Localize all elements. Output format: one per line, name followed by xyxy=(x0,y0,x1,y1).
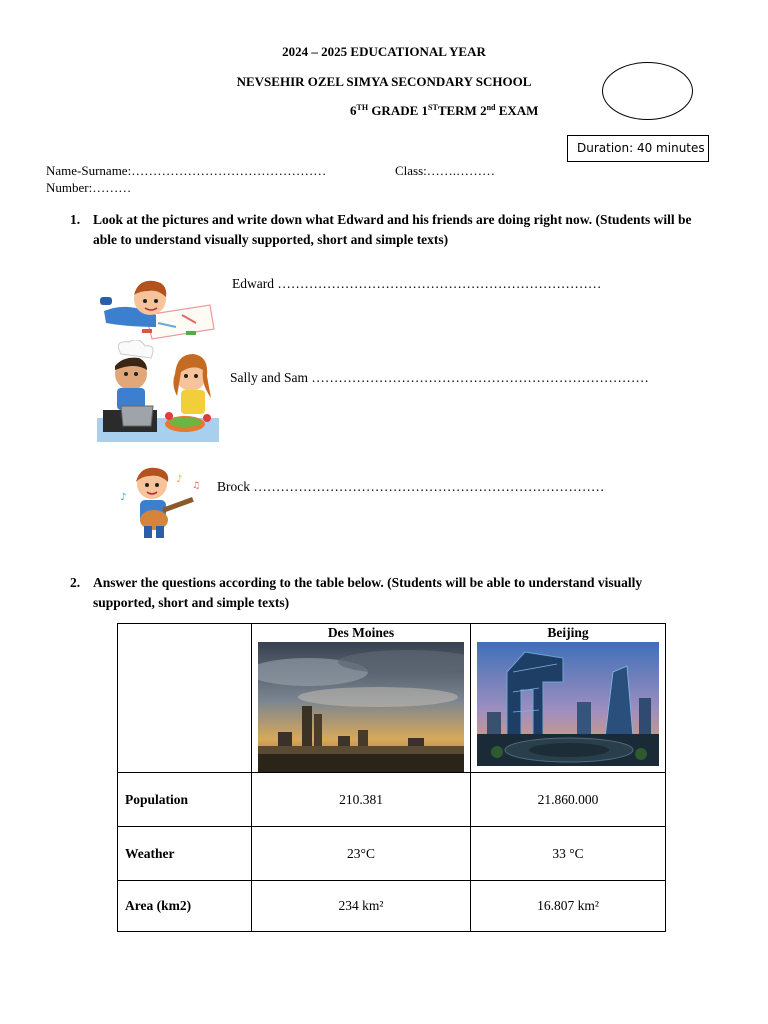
table-row xyxy=(118,881,666,932)
exam-exam-text: EXAM xyxy=(495,103,539,118)
des-moines-population: 210.381 xyxy=(252,773,471,827)
question-2-number: 2. xyxy=(70,575,81,590)
name-surname-field[interactable]: Name-Surname:……………………………………… xyxy=(46,163,327,178)
header-exam-title xyxy=(350,103,538,119)
number-field[interactable]: Number:……… xyxy=(46,180,132,195)
beijing-population: 21.860.000 xyxy=(471,773,666,827)
exam-term-text: TERM 2 xyxy=(437,103,487,118)
exam-term-sup: ST xyxy=(428,103,438,112)
svg-text:♫: ♫ xyxy=(192,481,201,491)
city-comparison-table xyxy=(117,623,666,932)
des-moines-heading: Des Moines xyxy=(327,625,395,640)
exam-grade-num: 6 xyxy=(350,103,357,118)
svg-text:♪: ♪ xyxy=(176,474,183,485)
exam-grade-sup: TH xyxy=(356,103,369,112)
question-1-text: Look at the pictures and write down what Edward and his friends are doing right now. (Students will be able to understand visually supported, short and simple texts) xyxy=(93,212,692,247)
des-moines-weather: 23°C xyxy=(252,827,471,881)
table-row xyxy=(118,827,666,881)
beijing-heading: Beijing xyxy=(547,625,589,640)
des-moines-photo xyxy=(258,642,464,772)
brock-guitar-image xyxy=(114,460,206,542)
header-year: 2024 – 2025 EDUCATIONAL YEAR xyxy=(282,44,486,59)
row-label-area: Area (km2) xyxy=(118,881,252,932)
column-des-moines xyxy=(252,624,471,773)
table-header-row xyxy=(118,624,666,773)
beijing-weather: 33 °C xyxy=(471,827,666,881)
svg-text:♪: ♪ xyxy=(120,492,127,503)
question-2-text: Answer the questions according to the table below. (Students will be able to understand visually supported, short and simple texts) xyxy=(93,575,643,610)
brock-answer-line[interactable]: Brock …………………………………………………………………… xyxy=(217,479,605,494)
beijing-area: 16.807 km² xyxy=(471,881,666,932)
row-label-weather: Weather xyxy=(118,827,252,881)
edward-drawing-image xyxy=(98,275,216,341)
row-label-population: Population xyxy=(118,773,252,827)
table-row xyxy=(118,773,666,827)
question-1-number: 1. xyxy=(70,212,81,227)
beijing-photo xyxy=(477,642,659,766)
duration-box: Duration: 40 minutes xyxy=(567,135,709,162)
class-field[interactable]: Class:…….……… xyxy=(395,163,496,178)
des-moines-area: 234 km² xyxy=(252,881,471,932)
score-oval xyxy=(602,62,693,120)
header-school: NEVSEHIR OZEL SIMYA SECONDARY SCHOOL xyxy=(236,74,532,89)
edward-answer-line[interactable]: Edward ……………………………………………………………… xyxy=(232,276,602,291)
table-empty-corner xyxy=(118,624,252,773)
exam-exam-sup: nd xyxy=(486,103,496,112)
sally-sam-answer-line[interactable]: Sally and Sam ………………………………………………………………… xyxy=(230,370,649,385)
exam-grade-text: GRADE 1 xyxy=(368,103,429,118)
column-beijing xyxy=(471,624,666,773)
sally-sam-cooking-image xyxy=(97,340,219,442)
